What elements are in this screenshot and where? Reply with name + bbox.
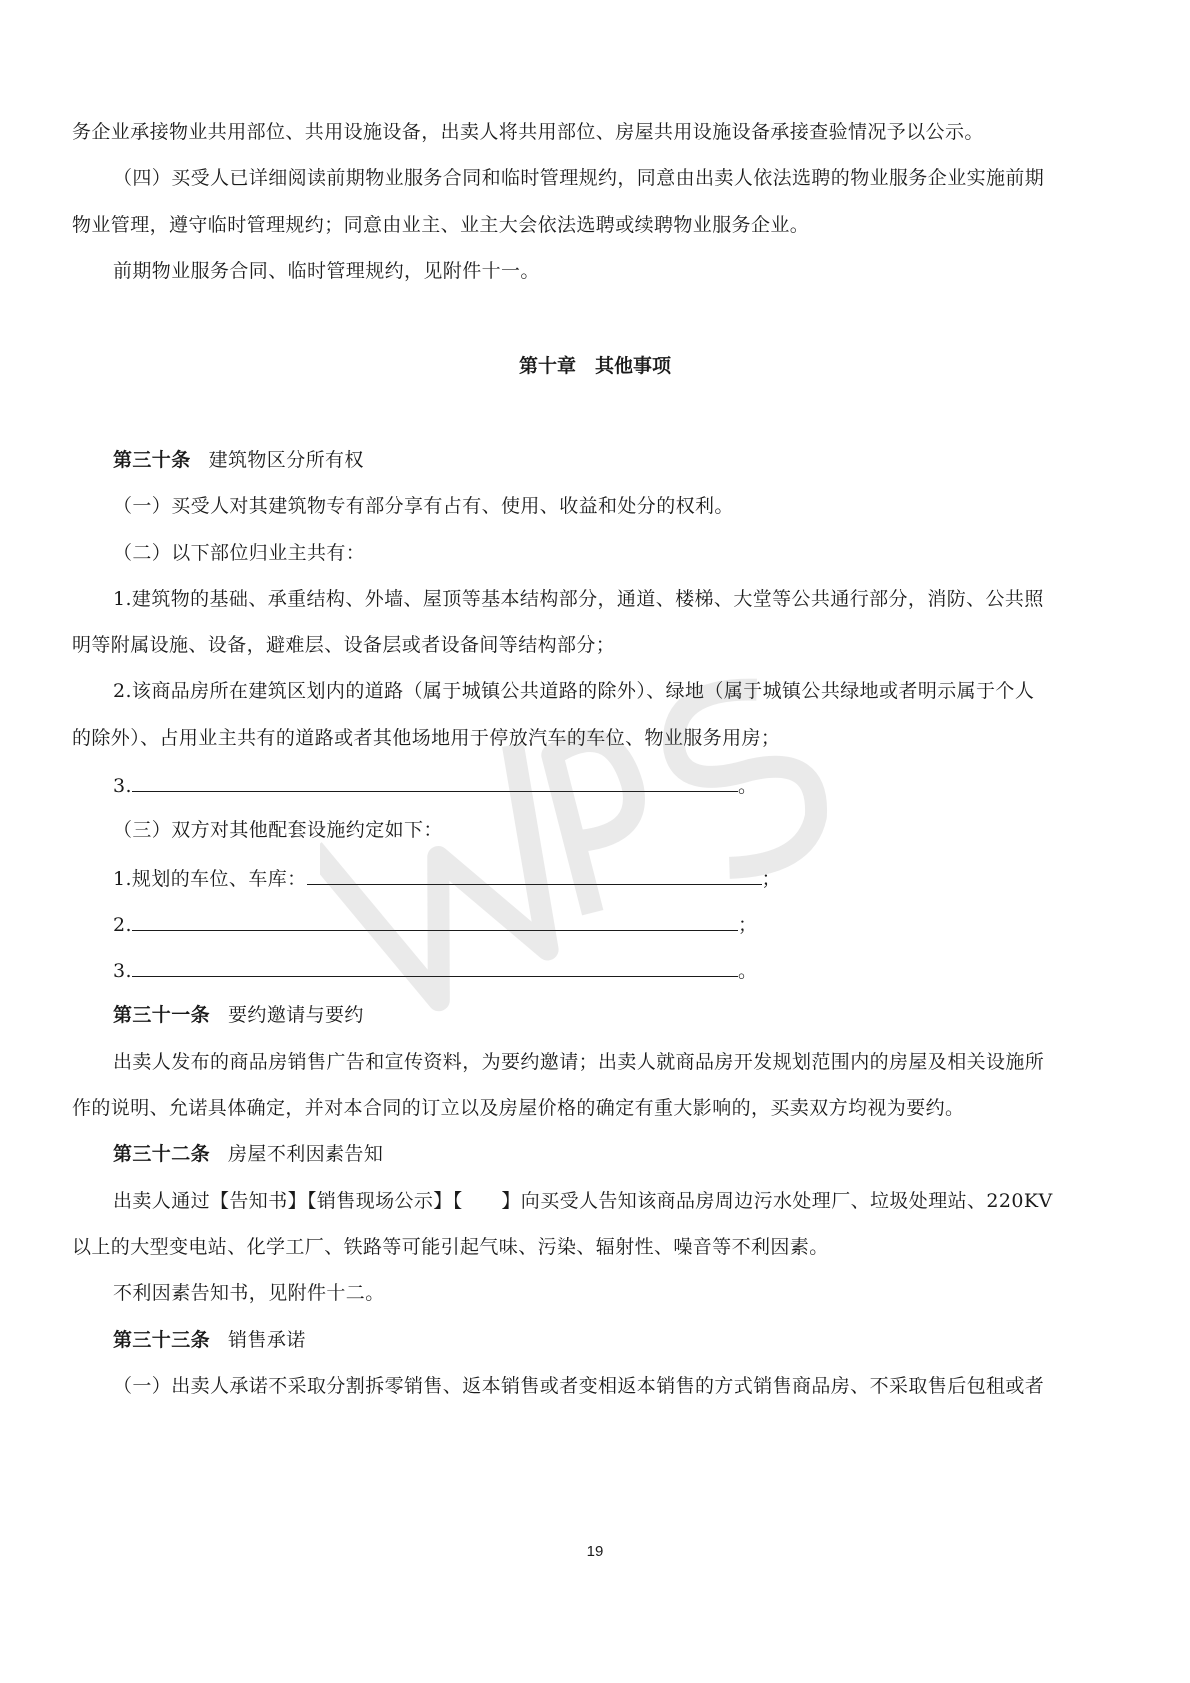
paragraph-line: 以上的大型变电站、化学工厂、铁路等可能引起气味、污染、辐射性、噪音等不利因素。	[72, 1236, 829, 1258]
item-end-mark: 。	[737, 775, 758, 797]
paragraph-line: 务企业承接物业共用部位、共用设施设备，出卖人将共用部位、房屋共用设施设备承接查验情况予以公示。	[72, 121, 984, 143]
item-end-mark: ；	[761, 868, 781, 890]
fill-line-item	[113, 864, 1163, 892]
paragraph-line: （二）以下部位归业主共有：	[113, 542, 366, 564]
fill-line-item	[113, 910, 1163, 938]
paragraph-line: 出卖人发布的商品房销售广告和宣传资料，为要约邀请；出卖人就商品房开发规划范围内的房屋及相关设施所	[113, 1051, 1045, 1073]
paragraph-line: （三）双方对其他配套设施约定如下：	[113, 819, 443, 841]
article-heading-text: 要约邀请与要约	[228, 1004, 364, 1026]
article-heading	[113, 1141, 1163, 1167]
item-prefix: 3.	[113, 775, 132, 797]
fill-line-item	[113, 771, 1163, 799]
article-heading	[113, 1327, 1163, 1353]
item-end-mark: 。	[737, 960, 758, 982]
fill-line-item	[113, 956, 1163, 984]
item-end-mark: ；	[737, 914, 758, 936]
fill-blank-field[interactable]	[132, 956, 738, 977]
paragraph-line: （四）买受人已详细阅读前期物业服务合同和临时管理规约，同意由出卖人依法选聘的物业服务企业实施前期	[113, 167, 1045, 189]
article-heading	[113, 447, 1163, 473]
paragraph-line: 不利因素告知书，见附件十二。	[113, 1282, 385, 1304]
article-number: 第三十三条	[113, 1329, 211, 1351]
page-number: 19	[586, 1543, 604, 1560]
fill-blank-field[interactable]	[307, 864, 762, 885]
paragraph-line: 明等附属设施、设备，避难层、设备层或者设备间等结构部分；	[72, 634, 616, 656]
paragraph-line: 2.该商品房所在建筑区划内的道路（属于城镇公共道路的除外）、绿地（属于城镇公共绿地或者明示属于个人	[113, 680, 1035, 702]
chapter-title: 第十章 其他事项	[518, 355, 671, 377]
article-number: 第三十一条	[113, 1004, 211, 1026]
fill-blank-field[interactable]	[132, 910, 738, 931]
paragraph-line: （一）买受人对其建筑物专有部分享有占有、使用、收益和处分的权利。	[113, 495, 734, 517]
article-number: 第三十条	[113, 449, 191, 471]
paragraph-line: 前期物业服务合同、临时管理规约，见附件十一。	[113, 260, 540, 282]
item-prefix: 3.	[113, 960, 132, 982]
article-heading-text: 房屋不利因素告知	[228, 1143, 384, 1165]
article-heading-text: 销售承诺	[228, 1329, 306, 1351]
item-prefix: 2.	[113, 914, 132, 936]
item-prefix: 1.规划的车位、车库：	[113, 868, 307, 890]
paragraph-line: 物业管理，遵守临时管理规约；同意由业主、业主大会依法选聘或续聘物业服务企业。	[72, 214, 810, 236]
article-heading	[113, 1002, 1163, 1028]
paragraph-line: （一）出卖人承诺不采取分割拆零销售、返本销售或者变相返本销售的方式销售商品房、不采取售后包租或者	[113, 1375, 1045, 1397]
article-heading-text: 建筑物区分所有权	[208, 449, 364, 471]
paragraph-line: 出卖人通过【告知书】【销售现场公示】【 】向买受人告知该商品房周边污水处理厂、垃圾处理站、220KV	[113, 1190, 1053, 1212]
paragraph-line: 1.建筑物的基础、承重结构、外墙、屋顶等基本结构部分，通道、楼梯、大堂等公共通行部分，消防、公共照	[113, 588, 1044, 610]
paragraph-line: 的除外）、占用业主共有的道路或者其他场地用于停放汽车的车位、物业服务用房；	[72, 727, 781, 749]
fill-blank-field[interactable]	[132, 771, 738, 792]
paragraph-line: 作的说明、允诺具体确定，并对本合同的订立以及房屋价格的确定有重大影响的，买卖双方均视为要约。	[72, 1097, 965, 1119]
article-number: 第三十二条	[113, 1143, 211, 1165]
